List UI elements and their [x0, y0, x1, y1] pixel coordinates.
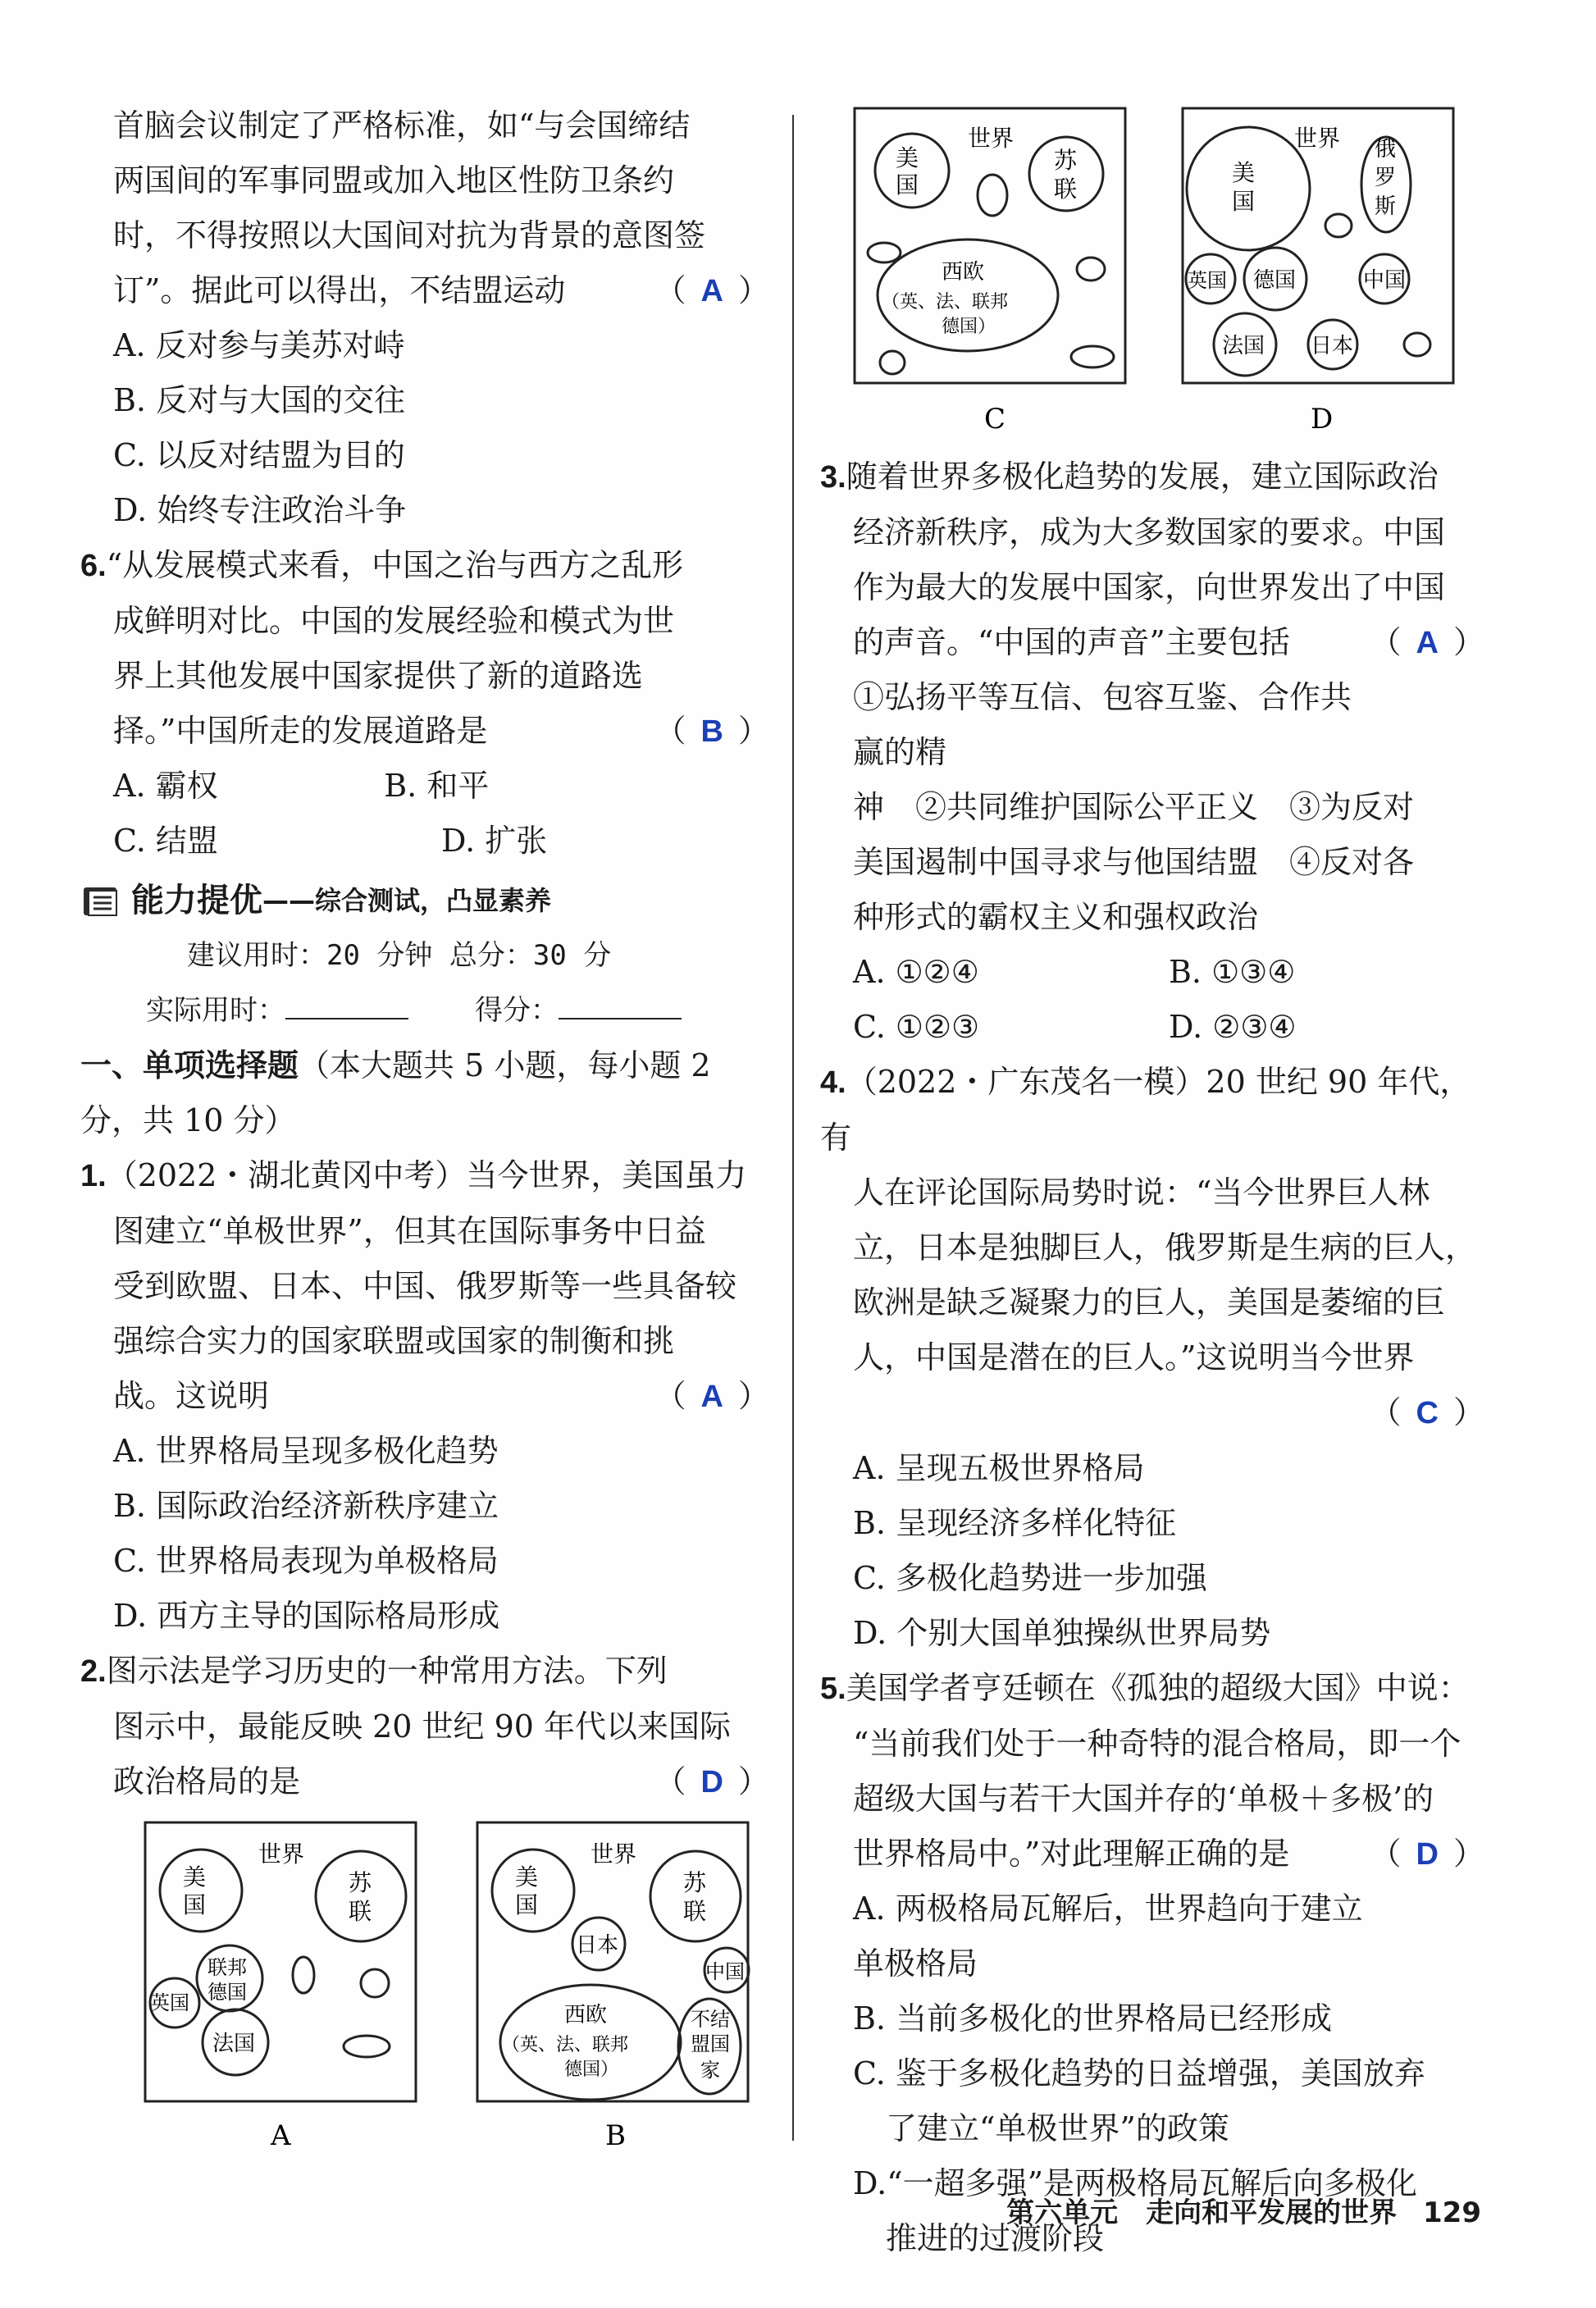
small-circle [880, 351, 905, 374]
small-ellipse [1071, 346, 1114, 367]
page-number: 129 [1423, 2196, 1481, 2229]
fed-germany-label-bottom: 德国 [207, 1981, 247, 2004]
q4-line: 人，中国是潜在的巨人。”这说明当今世界 [853, 1339, 1415, 1375]
diagram-b-label: B [605, 2119, 626, 2152]
actual-time-line [113, 983, 769, 1038]
q6-option: B. 和平 [384, 768, 490, 804]
small-circle [1325, 214, 1352, 237]
usa-label-bottom: 国 [1232, 188, 1256, 215]
section-subtitle: ——综合测试，凸显素养 [262, 885, 552, 916]
q6-option: A. 霸权 [113, 768, 218, 804]
diagram-a-figure [144, 1821, 422, 2165]
q3-option: B. ①③④ [1169, 954, 1296, 990]
q5-option: C. 以反对结盟为目的 [113, 437, 405, 473]
q3-line: 种形式的霸权主义和强权政治 [853, 899, 1259, 935]
q6-option: C. 结盟 [113, 823, 218, 859]
diagram-a [144, 1821, 422, 2169]
world-label: 世界 [591, 1840, 637, 1868]
q4-number: 4. [820, 1065, 846, 1100]
q5-option-cont: 推进的过渡阶段 [886, 2220, 1105, 2256]
china-label: 中国 [705, 1960, 745, 1983]
small-ellipse [1077, 258, 1105, 281]
q6-options-row [80, 814, 769, 869]
q1-line: 受到欧盟、日本、中国、俄罗斯等一些具备较 [113, 1268, 737, 1304]
q6-line: 成鲜明对比。中国的发展经验和模式为世 [113, 603, 675, 639]
answer-bracket: （ A ） [1370, 624, 1484, 660]
ussr-label-bottom: 联 [1054, 176, 1078, 203]
q6-number: 6. [80, 549, 107, 583]
usa-label-top: 美 [1232, 159, 1256, 186]
diagram-d [1181, 107, 1460, 446]
small-ellipse [978, 175, 1007, 216]
q4-line: 欧洲是缺乏凝聚力的巨人，美国是萎缩的巨 [853, 1284, 1446, 1320]
q3-answer: A [1416, 626, 1439, 660]
score-blank[interactable] [559, 990, 682, 1019]
q3-options-row [820, 1000, 1484, 1055]
russia-label-3: 斯 [1375, 194, 1397, 219]
w-europe-label: 西欧 [942, 260, 985, 285]
question-5 [820, 1661, 1484, 2266]
q1-option: A. 世界格局呈现多极化趋势 [113, 1433, 499, 1469]
q3-option: C. ①②③ [853, 1009, 980, 1045]
answer-bracket: （ C ） [1370, 1394, 1484, 1430]
answer-bracket: （ A ） [654, 272, 769, 308]
small-ellipse [868, 243, 901, 262]
q4-answer: C [1416, 1396, 1439, 1430]
q5-option: D.“一超多强”是两极格局瓦解后向多极化 [853, 2165, 1418, 2201]
q4-line: 立，日本是独脚巨人，俄罗斯是生病的巨人， [853, 1229, 1477, 1266]
q5-line: 美国学者亨廷顿在《孤独的超级大国》中说： [846, 1670, 1470, 1706]
part1-title: 一、单项选择题 [80, 1047, 299, 1083]
diagram-c [853, 107, 1132, 446]
q5-number: 5. [820, 1672, 846, 1706]
diagram-d-label: D [1311, 403, 1334, 436]
small-circle [361, 1969, 389, 1997]
q1-line: （2022・湖北黄冈中考）当今世界，美国虽力 [106, 1157, 747, 1193]
usa-label-top: 美 [515, 1863, 539, 1891]
france-label: 法国 [1222, 334, 1265, 358]
ussr-label-top: 苏 [1054, 147, 1078, 174]
q1-option: C. 世界格局表现为单极格局 [113, 1543, 499, 1579]
q4-line: （2022・广东茂名一模）20 世纪 90 年代，有 [820, 1064, 1471, 1156]
q5-option: A. 反对参与美苏对峙 [113, 327, 405, 363]
ussr-circle [650, 1851, 741, 1941]
question-1 [80, 1148, 769, 1644]
w-europe-detail-top: （英、法、联邦 [882, 292, 1009, 312]
answer-bracket: （ D ） [1370, 1836, 1484, 1872]
ussr-label-bottom: 联 [349, 1898, 372, 1925]
q6-option: D. 扩张 [441, 823, 548, 859]
q4-option: B. 呈现经济多样化特征 [853, 1505, 1177, 1541]
q5-option: A. 两极格局瓦解后，世界趋向于建立单极格局 [853, 1891, 1363, 1982]
q6-line: “从发展模式来看，中国之治与西方之乱形 [106, 547, 684, 583]
q3-line: ①弘扬平等互信、包容互鉴、合作共赢的精 [853, 679, 1352, 770]
q2-line: 政治格局的是 [113, 1763, 301, 1799]
q5-option: D. 始终专注政治斗争 [113, 492, 407, 528]
diagram-b [476, 1821, 755, 2169]
ussr-label-top: 苏 [349, 1869, 372, 1896]
germany-label: 德国 [1253, 268, 1297, 293]
non-aligned-label-1: 不结 [691, 2008, 730, 2031]
q5-line: 两国间的军事同盟或加入地区性防卫条约 [113, 162, 675, 198]
section-header [80, 873, 769, 928]
ussr-label-top: 苏 [683, 1869, 707, 1896]
russia-label-1: 俄 [1375, 137, 1397, 162]
question-4 [820, 1055, 1484, 1661]
answer-bracket: （ D ） [654, 1763, 769, 1799]
w-europe-label: 西欧 [564, 2003, 608, 2027]
usa-label-top: 美 [183, 1863, 207, 1891]
section-title: 能力提优 [131, 882, 262, 919]
diagram-b-figure [476, 1821, 755, 2165]
diagram-c-figure [853, 107, 1132, 443]
ussr-circle [316, 1851, 406, 1941]
q3-number: 3. [820, 460, 846, 495]
france-label: 法国 [212, 2032, 256, 2056]
notebook-icon [80, 883, 123, 920]
q3-line: 的声音。“中国的声音”主要包括 [853, 624, 1290, 660]
q5-answer: A [700, 274, 723, 308]
q5-option-cont: 了建立“单极世界”的政策 [886, 2110, 1229, 2146]
q1-option: D. 西方主导的国际格局形成 [113, 1598, 500, 1634]
q5-option: C. 鉴于多极化趋势的日益增强，美国放弃 [853, 2055, 1425, 2091]
q1-line: 强综合实力的国家联盟或国家的制衡和挑 [113, 1323, 675, 1359]
small-ellipse [344, 2036, 390, 2057]
world-label: 世界 [968, 125, 1015, 152]
q5-line: 时，不得按照以大国间对抗为背景的意图签 [113, 217, 706, 253]
q5-line: “当前我们处于一种奇特的混合格局，即一个 [853, 1726, 1461, 1762]
right-column [820, 449, 1484, 2266]
q5-line: 超级大国与若干大国并存的‘单极＋多极’的 [853, 1781, 1434, 1817]
q3-option: D. ②③④ [1169, 1009, 1297, 1045]
usa-label-bottom: 国 [515, 1891, 539, 1918]
q5-line: 首脑会议制定了严格标准，如“与会国缔结 [113, 107, 691, 144]
usa-label-bottom: 国 [896, 171, 919, 198]
q3-line: 神 ②共同维护国际公平正义 ③为反对 [853, 789, 1415, 825]
q4-option: A. 呈现五极世界格局 [853, 1450, 1145, 1486]
diagram-d-figure [1181, 107, 1460, 443]
q2-number: 2. [80, 1654, 107, 1689]
small-circle [1404, 333, 1430, 356]
usa-circle [160, 1850, 242, 1932]
q5-option: B. 当前多极化的世界格局已经形成 [853, 2000, 1333, 2037]
diagram-a-label: A [271, 2119, 291, 2152]
w-europe-detail-bottom: 德国） [942, 317, 996, 337]
china-label: 中国 [1363, 268, 1407, 293]
q2-line: 图示中，最能反映 20 世纪 90 年代以来国际 [113, 1708, 732, 1745]
ussr-label-bottom: 联 [683, 1898, 707, 1925]
fed-germany-label-top: 联邦 [207, 1956, 247, 1979]
score-label: 得分： [474, 994, 559, 1027]
russia-label-2: 罗 [1375, 166, 1397, 190]
question-2 [80, 1644, 769, 1809]
answer-bracket: （ A ） [654, 1378, 769, 1414]
q1-answer: A [700, 1380, 723, 1414]
part1-note: （本大题共 5 小题，每小题 2 分，共 10 分） [80, 1047, 711, 1138]
w-europe-detail-top: （英、法、联邦 [502, 2035, 629, 2055]
q4-line: 人在评论国际局势时说：“当今世界巨人林 [853, 1175, 1430, 1211]
q6-answer: B [700, 714, 723, 749]
q3-line: 作为最大的发展中国家，向世界发出了中国 [853, 569, 1446, 605]
q1-option: B. 国际政治经济新秩序建立 [113, 1488, 499, 1524]
q3-line: 美国遏制中国寻求与他国结盟 ④反对各 [853, 844, 1415, 880]
actual-time-label: 实际用时： [146, 994, 285, 1027]
q4-option: C. 多极化趋势进一步加强 [853, 1560, 1207, 1596]
non-aligned-label-3: 家 [700, 2059, 720, 2082]
part1-heading [80, 1038, 769, 1148]
time-line: 建议用时：20 分钟 总分：30 分 [187, 939, 612, 972]
q1-line: 战。这说明 [113, 1378, 270, 1414]
page-footer [1006, 2190, 1481, 2230]
world-label: 世界 [258, 1840, 305, 1868]
uk-label: 英国 [150, 1991, 189, 2014]
world-label: 世界 [1294, 125, 1341, 152]
japan-label: 日本 [576, 1933, 619, 1958]
unit-title: 第六单元 走向和平发展的世界 [1006, 2196, 1398, 2229]
w-europe-detail-bottom: 德国） [564, 2059, 619, 2080]
q5-answer: D [1416, 1837, 1439, 1872]
usa-circle [492, 1850, 574, 1932]
q4-option: D. 个别大国单独操纵世界局势 [853, 1615, 1271, 1651]
q5-line: 订”。据此可以得出，不结盟运动 （ A ） [113, 263, 769, 318]
column-divider [792, 115, 794, 2141]
question-6 [80, 538, 769, 869]
q3-line: 随着世界多极化趋势的发展，建立国际政治 [846, 458, 1439, 495]
answer-bracket: （ B ） [654, 713, 769, 749]
q1-number: 1. [80, 1159, 107, 1193]
q6-line: 择。”中国所走的发展道路是 [113, 713, 488, 749]
q1-line: 图建立“单极世界”，但其在国际事务中日益 [113, 1213, 706, 1249]
diagram-c-label: C [984, 403, 1006, 436]
q2-line: 图示法是学习历史的一种常用方法。下列 [106, 1653, 668, 1689]
q5-line: 世界格局中。”对此理解正确的是 [853, 1836, 1290, 1872]
usa-label-bottom: 国 [183, 1891, 207, 1918]
uk-label: 英国 [1188, 269, 1227, 292]
question-3 [820, 449, 1484, 1055]
usa-label-top: 美 [896, 144, 919, 171]
japan-label: 日本 [1311, 334, 1354, 358]
q3-option: A. ①②④ [853, 954, 979, 990]
q5-option: B. 反对与大国的交往 [113, 382, 406, 418]
q3-options-row [820, 945, 1484, 1000]
q6-line: 界上其他发展中国家提供了新的道路选 [113, 658, 644, 694]
left-column [80, 98, 769, 1810]
actual-time-blank[interactable] [285, 990, 408, 1019]
q2-answer: D [700, 1765, 723, 1799]
non-aligned-label-2: 盟国 [691, 2032, 730, 2055]
small-ellipse [293, 1957, 314, 1993]
q6-options-row [80, 759, 655, 814]
q3-line: 经济新秩序，成为大多数国家的要求。中国 [853, 514, 1446, 550]
